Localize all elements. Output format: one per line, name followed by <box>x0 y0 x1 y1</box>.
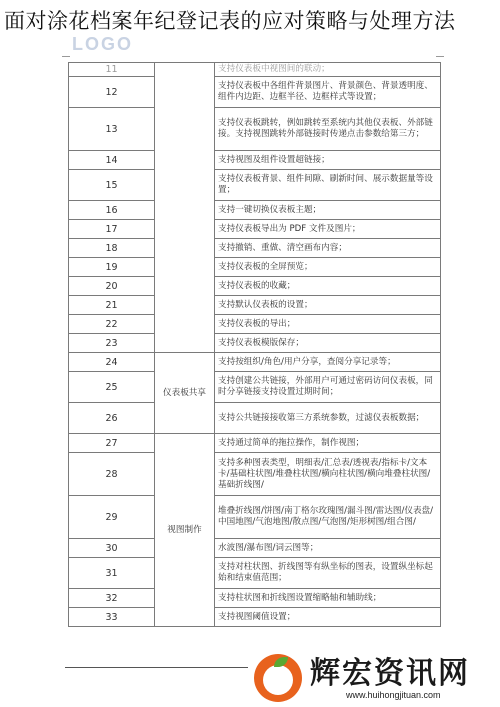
row-number: 32 <box>69 589 155 608</box>
table-row <box>69 453 441 496</box>
row-feature: 支持仪表板中视图间的联动； <box>215 63 441 77</box>
row-number: 19 <box>69 258 155 277</box>
table-row <box>69 108 441 151</box>
row-number: 27 <box>69 434 155 453</box>
page-title: 面对涂花档案年纪登记表的应对策略与处理方法 <box>4 9 456 33</box>
table-row <box>69 353 441 372</box>
row-feature: 支持公共链接接收第三方系统参数，过滤仪表板数据； <box>215 403 441 434</box>
table-row <box>69 170 441 201</box>
feature-table <box>68 62 441 627</box>
row-number: 14 <box>69 151 155 170</box>
row-number: 23 <box>69 334 155 353</box>
row-feature: 支持撤销、重做、清空画布内容； <box>215 239 441 258</box>
row-category: 视图制作 <box>155 434 215 627</box>
row-number: 12 <box>69 77 155 108</box>
row-feature: 支持按组织/角色/用户分享，查阅分享记录等； <box>215 353 441 372</box>
watermark-url: www.huihongjituan.com <box>346 690 441 700</box>
row-number: 28 <box>69 453 155 496</box>
table-row <box>69 258 441 277</box>
row-number: 17 <box>69 220 155 239</box>
table-row <box>69 315 441 334</box>
row-feature: 支持一键切换仪表板主题； <box>215 201 441 220</box>
table-row <box>69 589 441 608</box>
row-number: 21 <box>69 296 155 315</box>
table-row <box>69 201 441 220</box>
row-feature: 支持对柱状图、折线图等有纵坐标的图表，设置纵坐标起始和结束值范围； <box>215 558 441 589</box>
row-feature: 支持仪表板模版保存； <box>215 334 441 353</box>
table-row <box>69 334 441 353</box>
row-feature: 支持通过简单的拖拉操作，制作视图； <box>215 434 441 453</box>
table-row <box>69 608 441 627</box>
brand-logo-icon <box>254 654 302 702</box>
row-category <box>155 63 215 353</box>
table-row <box>69 296 441 315</box>
row-number: 24 <box>69 353 155 372</box>
table-row <box>69 220 441 239</box>
row-number: 30 <box>69 539 155 558</box>
row-feature: 支持仪表板导出为 PDF 文件及图片； <box>215 220 441 239</box>
row-number: 26 <box>69 403 155 434</box>
row-feature: 水波图/瀑布图/词云图等； <box>215 539 441 558</box>
row-feature: 支持仪表板背景、组件间隙、刷新时间、展示数据量等设置； <box>215 170 441 201</box>
row-number: 25 <box>69 372 155 403</box>
watermark-brand: 辉宏资讯网 <box>310 656 470 691</box>
row-feature: 支持仪表板的收藏； <box>215 277 441 296</box>
row-number: 16 <box>69 201 155 220</box>
table-row <box>69 277 441 296</box>
table-row <box>69 151 441 170</box>
row-feature: 支持创建公共链接，外部用户可通过密码访问仪表板，同时分享链接支持设置过期时间； <box>215 372 441 403</box>
row-number: 22 <box>69 315 155 334</box>
row-feature: 支持仪表板跳转，例如跳转至系统内其他仪表板、外部链接。支持视图跳转外部链接时传递点击参数给第三方； <box>215 108 441 151</box>
row-number: 15 <box>69 170 155 201</box>
row-feature: 支持默认仪表板的设置； <box>215 296 441 315</box>
table-row <box>69 63 441 77</box>
row-feature: 支持柱状图和折线图设置缩略轴和辅助线； <box>215 589 441 608</box>
row-number: 20 <box>69 277 155 296</box>
row-number: 18 <box>69 239 155 258</box>
table-row <box>69 434 441 453</box>
table-row <box>69 558 441 589</box>
row-feature: 支持仪表板中各组件背景图片、背景颜色、背景透明度、组件内边距、边框半径、边框样式等设置； <box>215 77 441 108</box>
table-row <box>69 239 441 258</box>
table-row <box>69 77 441 108</box>
row-category: 仪表板共享 <box>155 353 215 434</box>
header-rule-left <box>62 56 70 57</box>
table-row <box>69 372 441 403</box>
row-feature: 支持视图及组件设置超链接； <box>215 151 441 170</box>
site-watermark <box>250 640 500 707</box>
row-number: 31 <box>69 558 155 589</box>
logo-watermark: LOGO <box>72 34 133 54</box>
row-number: 11 <box>69 63 155 77</box>
header-rule-right <box>436 56 444 57</box>
row-feature: 支持多种图表类型，明细表/汇总表/透视表/指标卡/文本卡/基础柱状图/堆叠柱状图/横向柱状图/横向堆叠柱状图/基础折线图/ <box>215 453 441 496</box>
row-feature: 支持仪表板的导出； <box>215 315 441 334</box>
row-number: 29 <box>69 496 155 539</box>
row-number: 13 <box>69 108 155 151</box>
table-row <box>69 539 441 558</box>
row-feature: 支持视图阈值设置； <box>215 608 441 627</box>
footer-rule <box>65 667 248 668</box>
table-row <box>69 496 441 539</box>
row-feature: 堆叠折线图/饼图/南丁格尔玫瑰图/漏斗图/雷达图/仪表盘/中国地图/气泡地图/散点图/气泡图/矩形树图/组合图/ <box>215 496 441 539</box>
row-feature: 支持仪表板的全屏预览； <box>215 258 441 277</box>
table-row <box>69 403 441 434</box>
row-number: 33 <box>69 608 155 627</box>
